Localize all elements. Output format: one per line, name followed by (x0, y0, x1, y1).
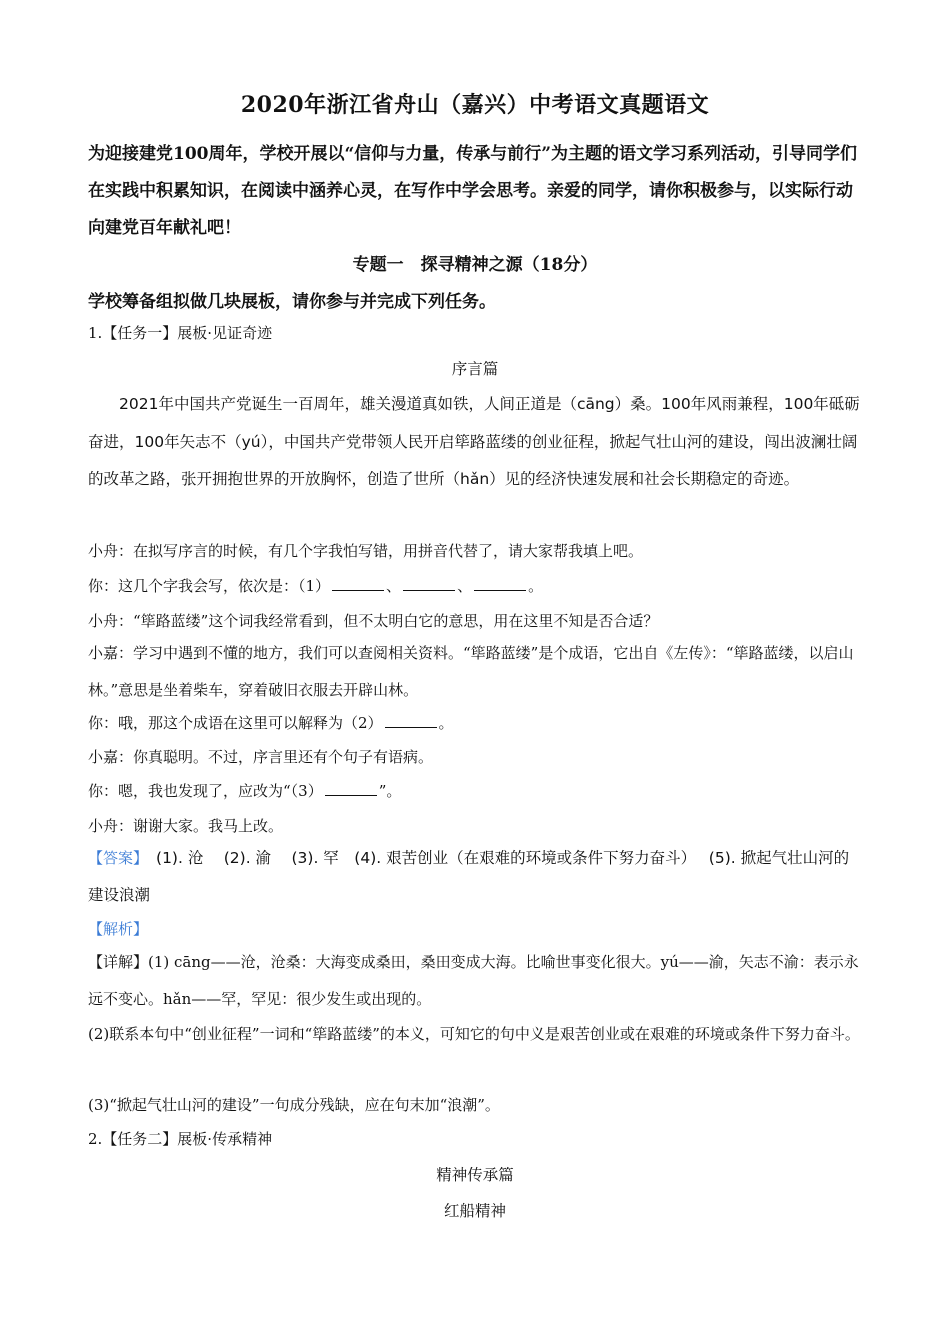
answer-blank-4[interactable] (385, 713, 437, 728)
line-end: 。 (438, 714, 454, 732)
answer-block (88, 840, 863, 914)
dialog-line-2 (88, 575, 543, 596)
question1-label: 1.【任务一】展板·见证奇迹 (88, 324, 273, 342)
dialog-line-6: 小嘉：你真聪明。不过，序言里还有个句子有语病。 (88, 748, 434, 766)
preface-title: 序言篇 (451, 360, 499, 378)
spirit-title: 精神传承篇 (436, 1166, 514, 1184)
dialog-line-8: 小舟：谢谢大家。我马上改。 (88, 817, 284, 835)
line-end: ”。 (378, 782, 402, 800)
answer-blank-2[interactable] (403, 576, 455, 591)
separator: 、 (386, 577, 402, 595)
dialog-line-5-text: 你：哦，那这个成语在这里可以解释为（2） (88, 714, 383, 732)
dialog-line-5 (88, 712, 454, 733)
intro-paragraph: 为迎接建党100周年，学校开展以“信仰与力量，传承与前行”为主题的语文学习系列活动，引导同学们在实践中积累知识，在阅读中涵养心灵，在写作中学会思考。亲爱的同学，请你积极参与，以实际行动向建党百年献礼吧！ (88, 144, 858, 238)
document-title: 2020年浙江省舟山（嘉兴）中考语文真题语文 (240, 92, 710, 118)
analysis-tag: 【解析】 (88, 920, 149, 938)
separator: 、 (457, 577, 473, 595)
dialog-line-2-text: 你：这几个字我会写，依次是：（1） (88, 577, 331, 595)
line-end: 。 (528, 577, 544, 595)
answer-text: (1). 沧 (2). 渝 (3). 罕 (4). 艰苦创业（在艰难的环境或条件下努力奋斗） (5). 掀起气壮山河的建设浪潮 (88, 849, 850, 904)
question2-label: 2.【任务二】展板·传承精神 (88, 1130, 273, 1148)
detail-paragraph-1: 【详解】(1) cāng——沧，沧桑：大海变成桑田，桑田变成大海。比喻世事变化很大。yú——渝，矢志不渝：表示永远不变心。hǎn——罕，罕见：很少发生或出现的。 (88, 953, 859, 1008)
preface-paragraph: 2021年中国共产党诞生一百周年，雄关漫道真如铁，人间正道是（cāng）桑。100年风雨兼程，100年砥砺奋进，100年矢志不（yú），中国共产党带领人民开启筚路蓝缕的创业征程，掀起气壮山河的建设，闯出波澜壮阔的改革之路，张开拥抱世界的开放胸怀，创造了世所（hǎn）见的经济快速发展和社会长期稳定的奇迹。 (88, 395, 860, 488)
detail-paragraph-3: (3)“掀起气壮山河的建设”一句成分残缺，应在句末加“浪潮”。 (88, 1096, 500, 1114)
answer-blank-5[interactable] (325, 781, 377, 796)
answer-blank-3[interactable] (474, 576, 526, 591)
section1-heading: 专题一 探寻精神之源（18分） (352, 255, 598, 275)
answer-blank-1[interactable] (332, 576, 384, 591)
section1-instruction: 学校筹备组拟做几块展板，请你参与并完成下列任务。 (88, 292, 496, 312)
dialog-line-1: 小舟：在拟写序言的时候，有几个字我怕写错，用拼音代替了，请大家帮我填上吧。 (88, 542, 644, 560)
dialog-line-7 (88, 780, 401, 801)
dialog-line-7-text: 你：嗯，我也发现了，应改为“（3） (88, 782, 323, 800)
answer-tag: 【答案】 (88, 849, 141, 867)
dialog-line-3: 小舟：“筚路蓝缕”这个词我经常看到，但不太明白它的意思，用在这里不知是否合适？ (88, 612, 659, 630)
detail-paragraph-2: (2)联系本句中“创业征程”一词和“筚路蓝缕”的本义，可知它的句中义是艰苦创业或在艰难的环境或条件下努力奋斗。 (88, 1025, 860, 1043)
dialog-line-4: 小嘉：学习中遇到不懂的地方，我们可以查阅相关资料。“筚路蓝缕”是个成语，它出自《左传》：“筚路蓝缕，以启山林。”意思是坐着柴车，穿着破旧衣服去开辟山林。 (88, 644, 854, 699)
redboat-title: 红船精神 (443, 1202, 506, 1220)
